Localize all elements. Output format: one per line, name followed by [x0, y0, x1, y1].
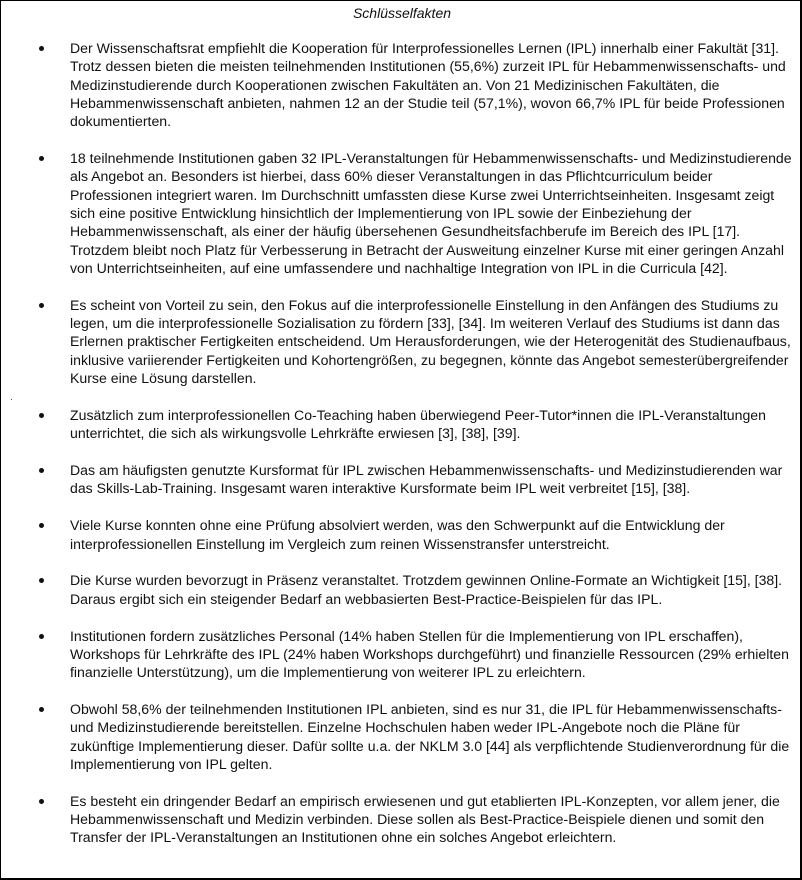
list-item [1, 516, 802, 553]
bullet-icon [39, 303, 44, 308]
fact-text: Es scheint von Vorteil zu sein, den Fokus auf die interprofessionelle Einstellung in den Anfängen des Studiums zu legen, um die interprofessionelle Sozialisation zu fördern [33], [34]. Im weiteren Verlauf des Studiums ist dann das Erlernen praktischer Fertigkeiten entscheidend. Um Herausforderungen, wie der Heterogenität des Studienaufbaus, inklusive variierender Fertigkeiten und Kohortengrößen, zu begegnen, könnte das Angebot semesterübergreifender Kurse eine Lösung darstellen. [70, 296, 791, 386]
list-item [1, 792, 802, 847]
fact-text: Zusätzlich zum interprofessionellen Co-Teaching haben überwiegend Peer-Tutor*innen die IPL-Veranstaltungen unterrichtet, die sich als wirkungsvolle Lehrkräfte erwiesen [3], [38], [39]. [70, 406, 766, 442]
bullet-icon [39, 634, 44, 639]
list-item [1, 296, 802, 387]
list-item [1, 39, 802, 130]
bullet-icon [39, 707, 44, 712]
list-item [1, 149, 802, 277]
bullet-icon [39, 413, 44, 418]
fact-text: Obwohl 58,6% der teilnehmenden Institutionen IPL anbieten, sind es nur 31, die IPL für Hebammenwissenschafts- und Medizinstudierende bereitstellen. Einzelne Hochschulen haben weder IPL-Angebote noch die Pläne für zukünftige Implementierung dieser. Dafür sollte u.a. der NKLM 3.0 [44] als verpflichtende Studienverordnung für die Implementierung von IPL gelten. [70, 701, 790, 772]
bullet-icon [39, 523, 44, 528]
bullet-icon [39, 46, 44, 51]
fact-text: Institutionen fordern zusätzliches Personal (14% haben Stellen für die Implementierung von IPL erschaffen), Workshops für Lehrkräfte des IPL (24% haben Workshops durchgeführt) und finanzielle Ressourcen (29% erhielten finanzielle Unterstützung), um die Implementierung von weiterer IPL zu erleichtern. [70, 627, 789, 681]
bullet-icon [39, 156, 44, 161]
key-facts-list [1, 39, 802, 865]
fact-text: Das am häufigsten genutzte Kursformat für IPL zwischen Hebammenwissenschafts- und Medizinstudierenden war das Skills-Lab-Training. Insgesamt waren interaktive Kursformate beim IPL weit verbreitet [15], [38]. [70, 462, 783, 497]
bullet-icon [39, 799, 44, 804]
fact-text: Die Kurse wurden bevorzugt in Präsenz veranstaltet. Trotzdem gewinnen Online-Formate an Wichtigkeit [15], [38]. Daraus ergibt sich ein steigender Bedarf an webbasierten Best-Practice-Beispielen für das IPL. [70, 572, 783, 607]
bullet-icon [39, 578, 44, 583]
fact-text: Es besteht ein dringender Bedarf an empirisch erwiesenen und gut etablierten IPL-Konzepten, vor allem jener, die Hebammenwissenschaft und Medizin verbinden. Diese sollen als Best-Practice-Beispiele dienen und somit den Transfer der IPL-Veranstaltungen an Institutionen ohne ein solches Angebot erleichtern. [70, 792, 780, 846]
document-title: Schlüsselfakten [352, 5, 452, 21]
bullet-icon [39, 468, 44, 473]
scan-artifact-dot [11, 399, 12, 400]
fact-text: Der Wissenschaftsrat empfiehlt die Kooperation für Interprofessionelles Lernen (IPL) innerhalb einer Fakultät [31]. Trotz dessen bieten die meisten teilnehmenden Institutionen (55,6%) zurzeit IPL für Hebammenwissenschafts- und Medizinstudierende durch Kooperationen zwischen Fakultäten an. Von 21 Medizinischen Fakultäten, die Hebammenwissenschaft anbieten, nahmen 12 an der Studie teil (57,1%), wovon 66,7% IPL für beide Professionen dokumentierten. [70, 40, 786, 130]
fact-text: 18 teilnehmende Institutionen gaben 32 IPL-Veranstaltungen für Hebammenwissenschafts- und Medizinstudierende als Angebot an. Besonders ist hierbei, dass 60% dieser Veranstaltungen in das Pflichtcurriculum beider Professionen integriert waren. Im Durchschnitt umfassten diese Kurse zwei Unterrichtseinheiten. Insgesamt zeigt sich eine positive Entwicklung hinsichtlich der Implementierung von IPL sowie der Einbeziehung der Hebammenwissenschaft, als einer der häufig übersehenen Gesundheitsfachberufe im Bereich des IPL [17]. Trotzdem bleibt noch Platz für Verbesserung in Betracht der Ausweitung einzelner Kurse mit einer geringen Anzahl von Unterrichtseinheiten, auf eine umfassendere und nachhaltige Integration von IPL in die Curricula [42]. [70, 150, 792, 276]
fact-text: Viele Kurse konnten ohne eine Prüfung absolviert werden, was den Schwerpunkt auf die Entwicklung der interprofessionellen Einstellung im Vergleich zum reinen Wissenstransfer unterstreicht. [70, 517, 725, 552]
list-item [1, 406, 802, 443]
list-item [1, 571, 802, 608]
list-item [1, 461, 802, 498]
list-item [1, 627, 802, 682]
list-item [1, 700, 802, 773]
